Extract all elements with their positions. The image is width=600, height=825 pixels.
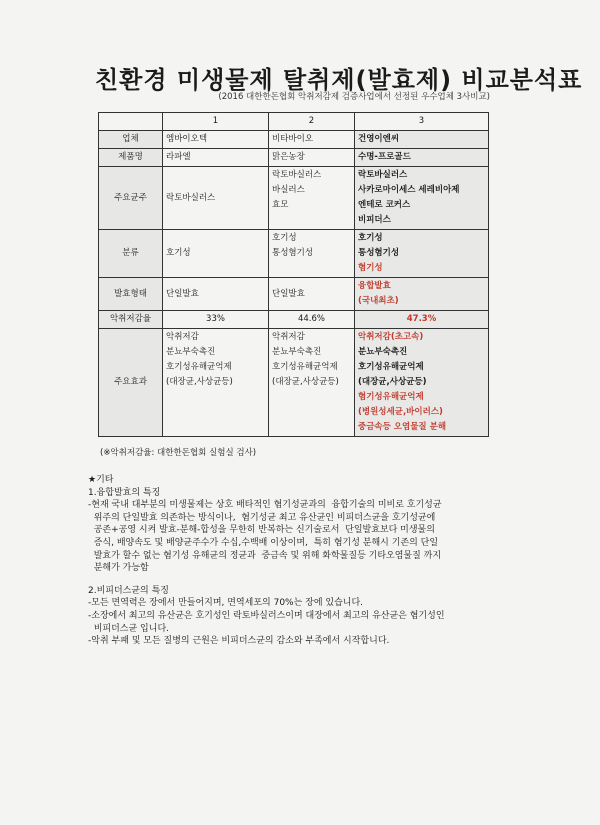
cell-strains-2 (269, 167, 355, 230)
page-subtitle: (2016 대한한돈협회 악취저감제 검증사업에서 선정된 우수업체 3사비교) (218, 92, 490, 102)
strain-item: 비피더스 (358, 215, 391, 225)
section2-line: -소장에서 최고의 유산균은 호기성인 락토바실러스이며 대장에서 최고의 유산균은 혐기성인 (88, 610, 445, 621)
cell-strains-3 (355, 167, 489, 230)
cell-reduction-2: 44.6% (269, 311, 355, 329)
class-item: 호기성 (272, 233, 297, 243)
section1-line: 위주의 단일발효 의존하는 방식이나, 혐기성균 최고 유산균인 비피더스균을 호기성균에 (88, 512, 436, 523)
effect-item: 호기성유해균억제 (358, 362, 424, 372)
section-gap (88, 575, 508, 585)
table-row (99, 329, 489, 437)
effect-item: 분뇨부숙촉진 (358, 347, 408, 357)
col-number-2: 2 (269, 113, 355, 131)
section2-line: -악취 부패 및 모든 질병의 근원은 비피더스균의 감소와 부족에서 시작합니다. (88, 636, 390, 647)
strain-item: 엔테로 코커스 (358, 200, 411, 210)
effect-item-highlight: 혐기성유해균억제 (358, 392, 424, 402)
table-row (99, 149, 489, 167)
class-item: 통성혐기성 (272, 248, 314, 258)
effect-item: (대장균,사상균등) (272, 377, 339, 387)
cell-class-1: 호기성 (163, 230, 269, 278)
cell-strains-1: 락토바실러스 (163, 167, 269, 230)
section2-title: 2.비피더스균의 특징 (88, 585, 170, 596)
effect-item: 분뇨부숙촉진 (166, 347, 216, 357)
table-footnote: (※악취저감율: 대한한돈협회 실험실 검사) (100, 448, 257, 458)
cell-class-3 (355, 230, 489, 278)
header-empty-cell (99, 113, 163, 131)
table-header-row (99, 113, 489, 131)
table-row (99, 311, 489, 329)
effect-item-highlight: (병원성세균,바이러스) (358, 407, 443, 417)
ferment-highlight-note: (국내최초) (358, 296, 399, 306)
cell-product-1: 라파엘 (163, 149, 269, 167)
effect-item: 악취저감 (272, 332, 305, 342)
effect-item: 악취저감 (166, 332, 199, 342)
effect-item-highlight: 악취저감(초고속) (358, 332, 424, 342)
section2-line: -모든 면역력은 장에서 만들어지며, 면역세포의 70%는 장에 있습니다. (88, 598, 364, 609)
cell-reduction-3: 47.3% (355, 311, 489, 329)
strain-item: 효모 (272, 200, 289, 210)
section2-line: 비피더스균 입니다. (88, 623, 169, 634)
row-label-strains: 주요균주 (99, 167, 163, 230)
section1-line: 증식, 배양속도 및 배양균주수가 수십,수백배 이상이며, 특히 혐기성 분해시 기존의 단일 (88, 537, 439, 548)
row-label-product: 제품명 (99, 149, 163, 167)
cell-class-2 (269, 230, 355, 278)
class-item-highlight: 혐기성 (358, 263, 383, 273)
notes-heading: ★기타 (88, 475, 114, 485)
strain-item: 사카로마이세스 세레비아제 (358, 185, 460, 195)
effect-item: 호기성유해균억제 (272, 362, 338, 372)
cell-effects-2 (269, 329, 355, 437)
col-number-3: 3 (355, 113, 489, 131)
table-row (99, 131, 489, 149)
effect-item: (대장균,사상균등) (358, 377, 427, 387)
cell-ferment-2: 단일발효 (269, 278, 355, 311)
cell-product-3: 수명-프로골드 (355, 149, 489, 167)
effect-item-highlight: 중금속등 오염물질 분해 (358, 422, 447, 432)
effect-item: (대장균,사상균등) (166, 377, 233, 387)
cell-company-2: 비타바이오 (269, 131, 355, 149)
cell-company-1: 엠바이오텍 (163, 131, 269, 149)
page-title: 친환경 미생물제 탈취제(발효제) 비교분석표 (95, 66, 583, 94)
effect-item: 호기성유해균억제 (166, 362, 232, 372)
row-label-effects: 주요효과 (99, 329, 163, 437)
effect-item: 분뇨부숙촉진 (272, 347, 322, 357)
col-number-1: 1 (163, 113, 269, 131)
cell-ferment-3 (355, 278, 489, 311)
row-label-company: 업체 (99, 131, 163, 149)
row-label-ferment: 발효형태 (99, 278, 163, 311)
strain-item: 락토바실러스 (358, 170, 408, 180)
cell-effects-3 (355, 329, 489, 437)
section1-title: 1.융합발효의 특징 (88, 487, 161, 498)
table-row (99, 278, 489, 311)
table-row (99, 230, 489, 278)
cell-effects-1 (163, 329, 269, 437)
section1-line: -현재 국내 대부분의 미생물제는 상호 배타적인 혐기성균과의 융합기술의 미비로 호기성균 (88, 500, 442, 511)
cell-ferment-1: 단일발효 (163, 278, 269, 311)
class-item: 호기성 (358, 233, 383, 243)
cell-company-3: 건영이엔씨 (355, 131, 489, 149)
class-item: 통성혐기성 (358, 248, 400, 258)
section1-line: 분해가 가능함 (88, 563, 149, 574)
table-row (99, 167, 489, 230)
section1-line: 발효가 할수 없는 혐기성 유해균의 정균과 중금속 및 위해 화학물질등 기타오염물질 까지 (88, 550, 442, 561)
row-label-reduction: 악취저감율 (99, 311, 163, 329)
strain-item: 바실러스 (272, 185, 305, 195)
strain-item: 락토바실러스 (272, 170, 322, 180)
notes-section (88, 474, 508, 648)
row-label-class: 분류 (99, 230, 163, 278)
cell-reduction-1: 33% (163, 311, 269, 329)
section1-line: 공존+공영 시켜 발효-분해-합성을 무한히 반복하는 신기술로서 단일발효보다 미생물의 (88, 525, 435, 536)
ferment-highlight: 융합발효 (358, 281, 391, 291)
comparison-table (98, 112, 489, 437)
cell-product-2: 맑은농장 (269, 149, 355, 167)
